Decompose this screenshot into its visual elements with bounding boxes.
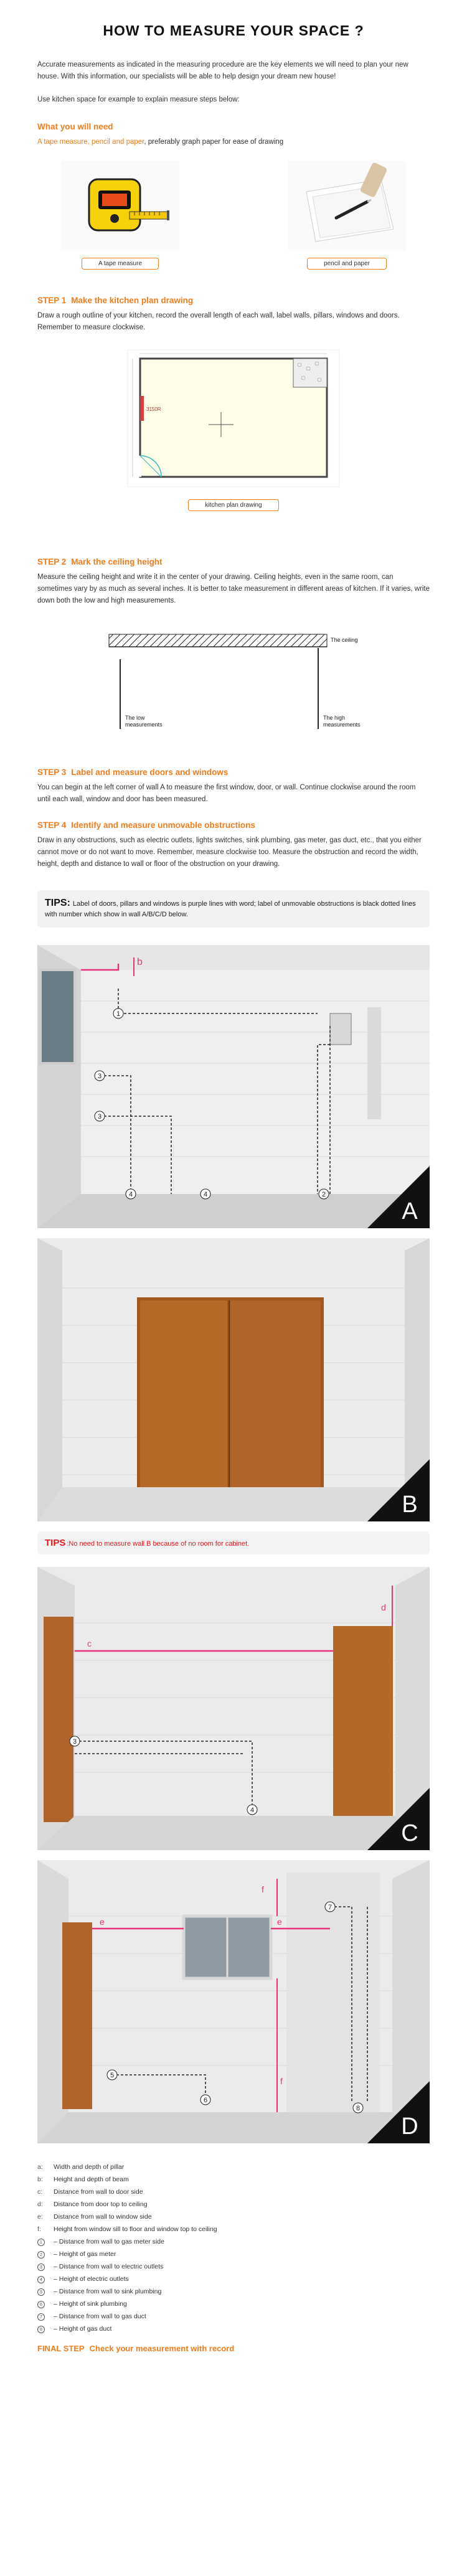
- legend-number-circle: 6: [37, 2301, 45, 2308]
- wall-d-num-7: 7: [328, 1904, 333, 1911]
- legend-item: [37, 2235, 430, 2248]
- wall-b-image: [37, 1238, 430, 1521]
- legend-text: Height from window sill to floor and window top to ceiling: [54, 2226, 217, 2233]
- legend-number-circle: 4: [37, 2276, 45, 2283]
- tool-paper-caption: pencil and paper: [307, 258, 387, 270]
- wall-a-photo: [37, 945, 430, 1228]
- legend-text: Distance from door top to ceiling: [54, 2201, 148, 2208]
- step1-body: Draw a rough outline of your kitchen, record the overall length of each wall, label walls, pillars, windows and doors. Remember to measure clockwise.: [37, 312, 400, 331]
- page-title: HOW TO MEASURE YOUR SPACE ?: [103, 22, 364, 39]
- need-lead: [37, 136, 430, 148]
- legend-item: [37, 2260, 430, 2273]
- intro-paragraph: Accurate measurements as indicated in the measuring procedure are the key elements we will need to plan your new house. With this information, our specialists will be able to help design your dream new house!: [37, 61, 408, 80]
- legend-text: Distance from wall to door side: [54, 2188, 143, 2196]
- legend-key: f:: [37, 2226, 41, 2233]
- tips-label: TIPS:: [45, 898, 70, 908]
- legend-item: [37, 2323, 430, 2335]
- step1-title: [37, 296, 430, 305]
- plan-caption: kitchen plan drawing: [188, 499, 278, 511]
- legend-key: [37, 2285, 54, 2298]
- legend-text: Height and depth of beam: [54, 2176, 129, 2183]
- step3-number: STEP 3: [37, 768, 67, 777]
- legend-number-circle: 2: [37, 2251, 45, 2259]
- wall-d-num-6: 6: [203, 2097, 208, 2104]
- legend-key: [37, 2260, 54, 2273]
- legend-item: [37, 2186, 430, 2198]
- legend-text: – Height of electric outlets: [54, 2275, 129, 2283]
- wall-c-letter: C: [401, 1820, 418, 1846]
- wall-c-image: [37, 1567, 430, 1850]
- wall-c-num-4: 4: [250, 1807, 255, 1814]
- step3-title: [37, 768, 430, 777]
- step3-heading: Label and measure doors and windows: [71, 768, 229, 777]
- tips2-label: TIPS: [45, 1538, 66, 1548]
- step1-heading: Make the kitchen plan drawing: [71, 296, 194, 305]
- wall-d-num-8: 8: [356, 2105, 361, 2112]
- wall-a-num-1: 1: [116, 1010, 121, 1018]
- legend-key: a:: [37, 2163, 43, 2171]
- low-label-2: measurements: [125, 722, 163, 728]
- wall-a-letter: A: [402, 1198, 418, 1225]
- legend-key: [37, 2323, 54, 2335]
- step4-body: Draw in any obstructions, such as electric outlets, lights switches, sink plumbing, gas meter, gas duct, etc., that you either cannot move or do not want to move. Remember, measure clockwise too. Measure the obstruction and record the width, height, depth and distance to wall or floor of the obstruction on your drawing.: [37, 837, 422, 868]
- plan-dimension-label: 3150R: [146, 407, 161, 412]
- legend-text: – Distance from wall to electric outlets: [54, 2263, 164, 2270]
- intro: [37, 59, 430, 106]
- ceiling-height-diagram: [103, 623, 364, 735]
- legend-key: [37, 2310, 54, 2323]
- wall-c-mark-c: c: [87, 1638, 92, 1648]
- legend-number-circle: 8: [37, 2326, 45, 2333]
- legend-item: [37, 2273, 430, 2285]
- legend-item: [37, 2285, 430, 2298]
- legend-key: [37, 2298, 54, 2310]
- legend-item: [37, 2310, 430, 2323]
- tool-tape-caption: A tape measure: [82, 258, 159, 270]
- need-title: What you will need: [37, 122, 113, 131]
- kitchen-plan: [121, 344, 346, 493]
- final-step-heading: Check your measurement with record: [89, 2344, 235, 2353]
- legend-item: [37, 2198, 430, 2211]
- wall-c-num-3: 3: [72, 1738, 77, 1746]
- tips2-text: :No need to measure wall B because of no room for cabinet.: [67, 1540, 250, 1548]
- legend-key: [37, 2248, 54, 2260]
- low-label-1: The low: [125, 715, 145, 721]
- high-label-2: measurements: [323, 722, 361, 728]
- tips-box-2: [37, 1531, 430, 1554]
- legend-key: [37, 2273, 54, 2285]
- legend: [37, 2161, 430, 2335]
- wall-d-mark-e-left: e: [100, 1917, 105, 1927]
- step4-title: [37, 820, 430, 830]
- step2-number: STEP 2: [37, 557, 67, 566]
- wall-c-mark-d: d: [381, 1602, 386, 1612]
- need-lead-rest: , preferably graph paper for ease of drawing: [144, 138, 284, 146]
- wall-d-mark-f-bottom: f: [280, 2076, 283, 2086]
- wall-a-num-4b: 4: [203, 1191, 208, 1198]
- legend-text: – Distance from wall to sink plumbing: [54, 2288, 162, 2295]
- step4-heading: Identify and measure unmovable obstructions: [71, 820, 255, 830]
- wall-d-mark-f-top: f: [262, 1884, 264, 1894]
- legend-item: [37, 2211, 430, 2223]
- legend-key: d:: [37, 2201, 43, 2208]
- step2-body: Measure the ceiling height and write it in the center of your drawing. Ceiling heights, even in the same room, can sometimes vary by as much as several inches. It is better to take measurement in different areas of kitchen. If it varies, write down both the low and high measurements.: [37, 573, 430, 604]
- legend-text: – Height of sink plumbing: [54, 2300, 127, 2308]
- tips-box: [37, 890, 430, 928]
- ceiling-diagram: [103, 623, 364, 735]
- step2-title: [37, 557, 430, 566]
- wall-a-mark-b: b: [137, 957, 143, 967]
- tool-paper: [288, 161, 406, 270]
- high-label-1: The high: [323, 715, 346, 721]
- legend-item: [37, 2298, 430, 2310]
- wall-a-image: [37, 945, 430, 1228]
- legend-number-circle: 7: [37, 2313, 45, 2321]
- legend-text: – Height of gas duct: [54, 2325, 112, 2333]
- tape-measure-image: [61, 161, 179, 251]
- need-lead-highlight: A tape measure, pencil and paper: [37, 138, 144, 146]
- legend-text: Width and depth of pillar: [54, 2163, 125, 2171]
- legend-item: [37, 2173, 430, 2186]
- wall-b-photo: [37, 1238, 430, 1521]
- legend-text: Distance from wall to window side: [54, 2213, 152, 2221]
- kitchen-plan-drawing: [121, 344, 346, 493]
- wall-c-photo: [37, 1567, 430, 1850]
- legend-text: – Distance from wall to gas meter side: [54, 2238, 164, 2245]
- wall-d-letter: D: [401, 2113, 418, 2140]
- step4-number: STEP 4: [37, 820, 67, 830]
- pencil-paper-image: [288, 161, 406, 251]
- wall-a-num-3b: 3: [97, 1113, 102, 1121]
- step2-heading: Mark the ceiling height: [71, 557, 163, 566]
- wall-d-image: [37, 1860, 430, 2143]
- wall-a-num-3a: 3: [97, 1073, 102, 1080]
- legend-text: – Height of gas meter: [54, 2250, 116, 2258]
- legend-item: [37, 2248, 430, 2260]
- ceiling-label: The ceiling: [331, 637, 358, 643]
- legend-number-circle: 1: [37, 2239, 45, 2246]
- legend-number-circle: 3: [37, 2263, 45, 2271]
- step3-body: You can begin at the left corner of wall A to measure the first window, door, or wall. Continue clockwise around the room until each wall, window and door has been measured.: [37, 784, 416, 803]
- legend-key: [37, 2235, 54, 2248]
- legend-key: b:: [37, 2176, 43, 2183]
- legend-key: c:: [37, 2188, 43, 2196]
- legend-text: – Distance from wall to gas duct: [54, 2313, 146, 2320]
- wall-a-num-4a: 4: [128, 1191, 133, 1198]
- tool-tape: [61, 161, 179, 270]
- tools-row: [37, 161, 430, 270]
- legend-item: [37, 2161, 430, 2173]
- wall-b-letter: B: [402, 1492, 418, 1518]
- tips-text: Label of doors, pillars and windows is purple lines with word; label of unmovable obstructions is black dotted lines with number which show in wall A/B/C/D below.: [45, 900, 416, 918]
- intro-example: Use kitchen space for example to explain measure steps below:: [37, 96, 240, 103]
- final-step-number: FINAL STEP: [37, 2344, 85, 2353]
- wall-a-num-2: 2: [321, 1191, 326, 1198]
- final-step-title: [37, 2344, 430, 2353]
- step1-number: STEP 1: [37, 296, 67, 305]
- wall-d-num-5: 5: [110, 2072, 115, 2079]
- wall-d-mark-e-right: e: [277, 1917, 282, 1927]
- legend-key: e:: [37, 2213, 43, 2221]
- legend-number-circle: 5: [37, 2288, 45, 2296]
- wall-d-photo: [37, 1860, 430, 2143]
- legend-item: [37, 2223, 430, 2235]
